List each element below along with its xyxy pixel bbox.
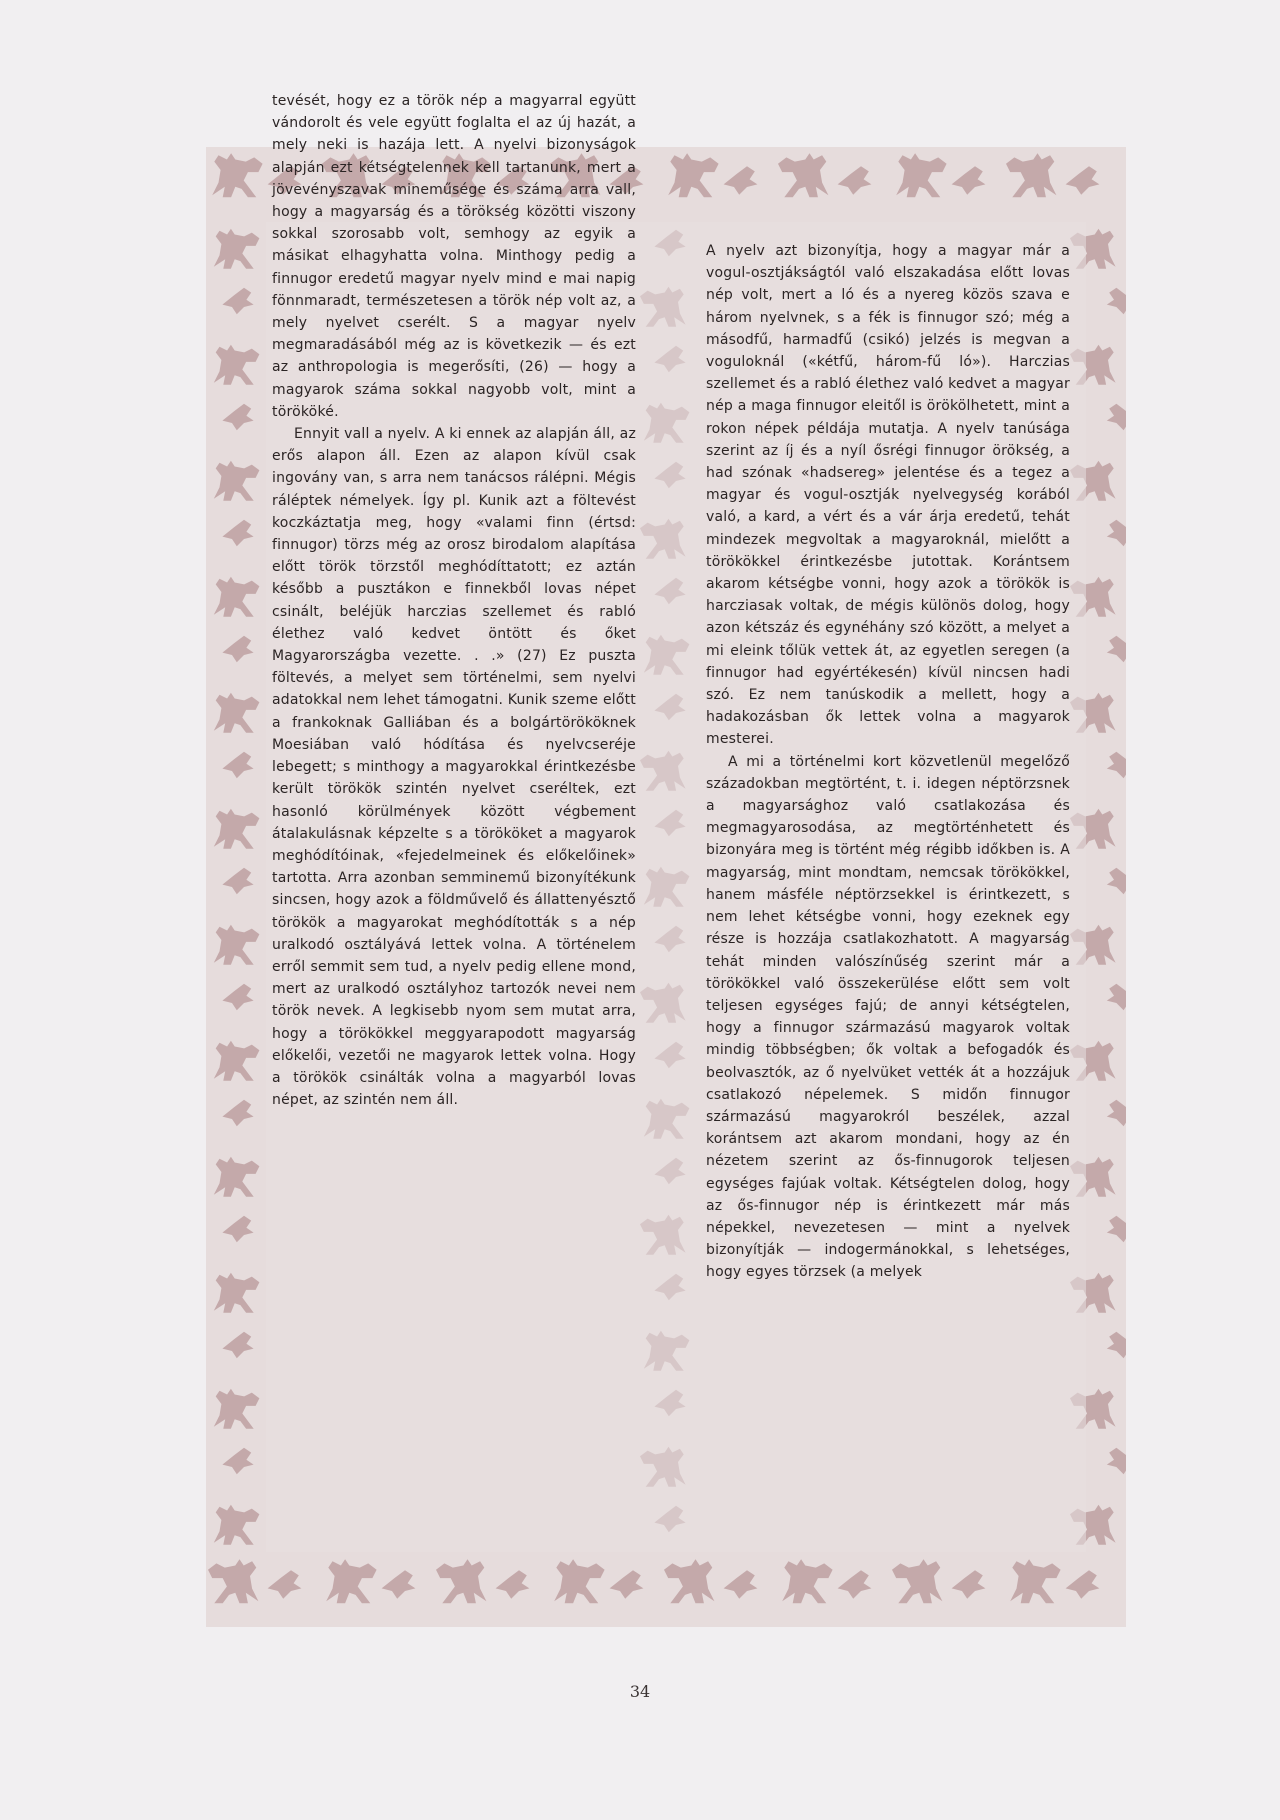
bird-icon xyxy=(610,1570,644,1599)
horse-icon xyxy=(664,1559,714,1603)
horse-icon xyxy=(1006,153,1056,197)
left-paragraph-1: tevését, hogy ez a török nép a magyarral együtt vándorolt és vele együtt foglalta el az új hazát, a mely neki is hazája lett. A nyelvi bizonyságok alapján ezt kétségtelennek kell tartanunk, mert a jövevényszavak mineműsége és száma arra vall, hogy a magyarság és a törökség közötti viszony sokkal szorosabb volt, semhogy az egyik a másikat elhagyhatta volna. Minthogy pedig a finnugor eredetű magyar nyelv mind e mai napig fönnmaradt, természetesen a török nép volt az, a mely nyelvet cserélt. S a magyar nyelv megmaradásából még az is következik — és ezt az anthropologia is megerősíti, (26) — hogy a magyarok száma sokkal nagyobb volt, mint a törököké. xyxy=(272,93,636,420)
bird-icon xyxy=(1107,1100,1126,1126)
bird-icon xyxy=(838,166,872,195)
horse-icon xyxy=(214,577,260,617)
left-text-column xyxy=(272,90,636,1111)
bird-icon xyxy=(222,288,253,314)
page-number: 34 xyxy=(629,1682,651,1701)
bird-icon xyxy=(382,1570,416,1599)
bird-icon xyxy=(724,1570,758,1599)
horse-icon xyxy=(778,153,828,197)
horse-icon xyxy=(326,1559,376,1603)
bird-icon xyxy=(222,1332,253,1358)
bird-icon xyxy=(1107,404,1126,430)
bird-icon xyxy=(1066,166,1100,195)
horse-icon xyxy=(554,1559,604,1603)
horse-icon xyxy=(214,1041,260,1081)
horse-icon xyxy=(214,809,260,849)
bird-icon xyxy=(222,1216,253,1242)
horse-icon xyxy=(214,693,260,733)
horse-icon xyxy=(668,153,718,197)
left-paragraph-2: Ennyit vall a nyelv. A ki ennek az alapján áll, az erős alapon áll. Ezen az alapon kívül csak ingovány van, s arra nem tanácsos rálépni. Mégis ráléptek némelyek. Így pl. Kunik azt a föltevést koczkáztatja meg, hogy «valami finn (értsd: finnugor) törzs még az orosz birodalom alapítása előtt török törzstől meghódíttatott; ez aztán később a pusztákon e finnekből lovas népet csinált, beléjük harczias szellemet és rabló élethez való kedvet öntött és őket Magyarországba vezette. . .» (27) Ez puszta föltevés, a melyet sem történelmi, sem nyelvi adatokkal nem lehet támogatni. Kunik szeme előtt a frankoknak Galliában és a bolgártörököknek Moesiában való hódítása és nyelvcseréje lebegett; s minthogy a magyarokkal érintkezésbe került törökök szintén nyelvet cseréltek, ezt hasonló körülmények között végbement átalakulásnak képzelte s a törököket a magyarok meghódítóinak, «fejedelmeinek és előkelőinek» tartotta. Arra azonban semminemű bizonyítékunk sincsen, hogy azok a földművelő és állattenyésztő törökök a magyarokat meghódították s a nép uralkodó osztályává lettek volna. A történelem erről semmit sem tud, a nyelv pedig ellene mond, mert az uralkodó osztályhoz tartozók nevei nem török nevek. A legkisebb nyom sem mutat arra, hogy a törökökkel meggyarapodott magyarság előkelői, vezetői ne magyarok lettek volna. Hogy a törökök csinálták volna a magyarból lovas népet, az szintén nem áll. xyxy=(272,426,636,1109)
bird-icon xyxy=(222,752,253,778)
bird-icon xyxy=(1066,1570,1100,1599)
bird-icon xyxy=(1107,520,1126,546)
horse-icon xyxy=(214,461,260,501)
bird-icon xyxy=(222,404,253,430)
horse-icon xyxy=(214,229,260,269)
horse-icon xyxy=(214,1389,260,1429)
horse-icon xyxy=(214,345,260,385)
horse-icon xyxy=(782,1559,832,1603)
bird-icon xyxy=(952,1570,986,1599)
bird-icon xyxy=(222,1100,253,1126)
horse-icon xyxy=(892,1559,942,1603)
bird-icon xyxy=(1107,752,1126,778)
bird-icon xyxy=(1107,636,1126,662)
bird-icon xyxy=(222,984,253,1010)
right-paragraph-1: A nyelv azt bizonyítja, hogy a magyar már a vogul-osztjákságtól való elszakadása előtt lovas nép volt, mert a ló és a nyereg közös szava e három nyelvnek, s a fék is finnugor szó; még a másodfű, harmadfű (csikó) jelzés is megvan a voguloknál («kétfű, három-fű ló»). Harczias szellemet és a rabló élethez való kedvet a magyar nép a maga finnugor eleitől is örökölhetett, mint a rokon népek példája mutatja. A nyelv tanúsága szerint az íj és a nyíl ősrégi finnugor örökség, a had szónak «hadsereg» jelentése és a tegez a magyar és vogul-osztják nyelvegység korából való, a kard, a vért és a vár árja eredetű, tehát mindezek megvoltak a magyaroknál, mielőtt a törökökkel érintkezésbe jutottak. Korántsem akarom kétségbe vonni, hogy azok a törökök is harcziasak voltak, de mégis különös dolog, hogy azon kétszáz és egynéhány szó között, a melyet a mi eleink tőlük vettek át, az egyetlen seregen (a finnugor had egyértékesén) kívül nincsen hadi szó. Ez nem tanúskodik a mellett, hogy a hadakozásban ők lettek volna a magyarok mesterei. xyxy=(706,243,1070,748)
horse-icon xyxy=(214,1157,260,1197)
bird-icon xyxy=(222,868,253,894)
bird-icon xyxy=(222,1448,253,1474)
horse-icon xyxy=(214,1505,260,1545)
bird-icon xyxy=(1107,288,1126,314)
bird-icon xyxy=(1107,1448,1126,1474)
bird-icon xyxy=(724,166,758,195)
horse-icon xyxy=(1010,1559,1060,1603)
bird-icon xyxy=(838,1570,872,1599)
horse-icon xyxy=(214,925,260,965)
bird-icon xyxy=(1107,1216,1126,1242)
horse-icon xyxy=(212,153,262,197)
right-text-column xyxy=(706,240,1070,1284)
horse-icon xyxy=(896,153,946,197)
horse-icon xyxy=(436,1559,486,1603)
bird-icon xyxy=(1107,868,1126,894)
right-paragraph-2: A mi a történelmi kort közvetlenül megelőző századokban megtörtént, t. i. idegen néptörzsnek a magyarsághoz való csatlakozása és megmagyarosodása, az megtörténhetett és bizonyára meg is történt még régibb időkben is. A magyarság, mint mondtam, nemcsak törökökkel, hanem másféle néptörzsekkel is érintkezett, s nem lehet kétségbe vonni, hogy ezeknek egy része is hozzája csatlakozhatott. A magyarság tehát minden valószínűség szerint már a törökökkel való összekerülése előtt sem volt teljesen egységes fajú; de annyi kétségtelen, hogy a finnugor származású magyarok voltak mindig többségben; ők voltak a befogadók és beolvasztók, az ő nyelvüket vették át a hozzájuk csatlakozó népelemek. S midőn finnugor származású magyarokról beszélek, azzal korántsem azt akarom mondani, hogy az én nézetem szerint az ős-finnugorok teljesen egységes fajúak voltak. Kétségtelen dolog, hogy az ős-finnugor nép is érintkezett már más népekkel, nevezetesen — mint a nyelvek bizonyítják — indogermánokkal, s lehetséges, hogy egyes törzsek (a melyek xyxy=(706,753,1070,1281)
horse-icon xyxy=(208,1559,258,1603)
bird-icon xyxy=(952,166,986,195)
bird-icon xyxy=(1107,1332,1126,1358)
bird-icon xyxy=(1107,984,1126,1010)
bird-icon xyxy=(222,636,253,662)
bird-icon xyxy=(222,520,253,546)
bird-icon xyxy=(496,1570,530,1599)
bird-icon xyxy=(268,1570,302,1599)
horse-icon xyxy=(214,1273,260,1313)
